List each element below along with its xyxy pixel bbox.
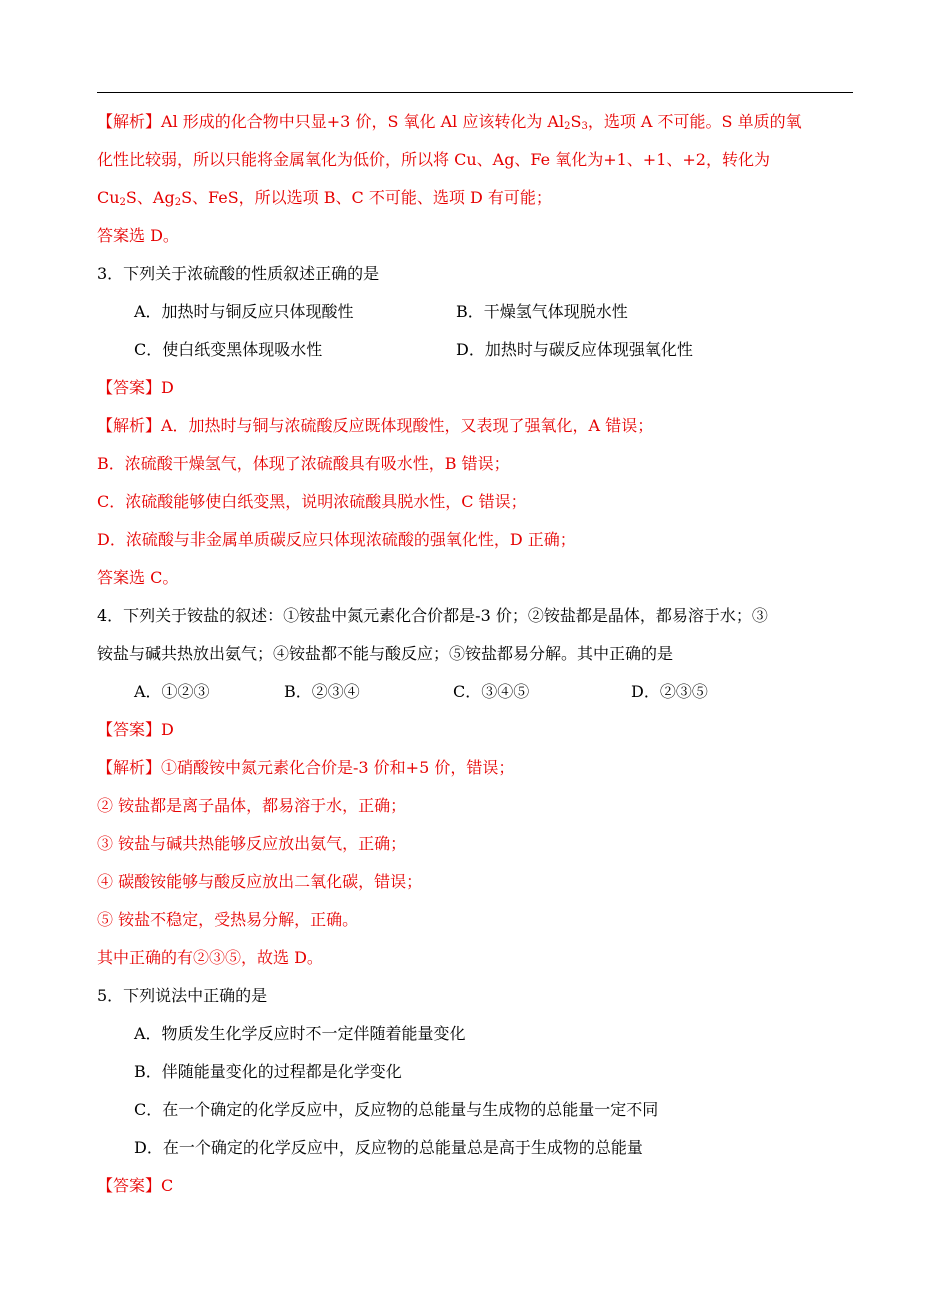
- q3-options-row-1: [97, 293, 857, 331]
- q3-explanation-4: D．浓硫酸与非金属单质碳反应只体现浓硫酸的强氧化性，D 正确；: [97, 530, 576, 549]
- q4-option-d: D．②③⑤: [631, 682, 708, 701]
- q4-explanation-4: ④ 碳酸铵能够与酸反应放出二氧化碳，错误；: [97, 872, 423, 891]
- q4-answer: 【答案】D: [97, 720, 174, 739]
- q2-explanation-line-2: 化性比较弱，所以只能将金属氧化为低价，所以将 Cu、Ag、Fe 氧化为+1、+1、+2，转化为: [97, 150, 770, 169]
- q5-option-c: C．在一个确定的化学反应中，反应物的总能量与生成物的总能量一定不同: [134, 1100, 659, 1119]
- q3-explanation-1: 【解析】A．加热时与铜与浓硫酸反应既体现酸性，又表现了强氧化，A 错误；: [97, 416, 654, 435]
- q3-option-c: C．使白纸变黑体现吸水性: [134, 340, 323, 359]
- q4-explanation-6: 其中正确的有②③⑤，故选 D。: [97, 948, 323, 967]
- q5-option-a: A．物质发生化学反应时不一定伴随着能量变化: [134, 1024, 466, 1043]
- q4-explanation-2: ② 铵盐都是离子晶体，都易溶于水，正确；: [97, 796, 407, 815]
- q3-stem: 3．下列关于浓硫酸的性质叙述正确的是: [97, 264, 380, 283]
- header-rule: [97, 92, 853, 93]
- q3-option-b: B．干燥氢气体现脱水性: [456, 302, 628, 321]
- q3-options-row-2: [97, 331, 857, 369]
- q4-explanation-1: 【解析】①硝酸铵中氮元素化合价是-3 价和+5 价，错误；: [97, 758, 515, 777]
- q3-explanation-2: B．浓硫酸干燥氢气，体现了浓硫酸具有吸水性，B 错误；: [97, 454, 510, 473]
- q4-options-row: [97, 673, 857, 711]
- q4-explanation-5: ⑤ 铵盐不稳定，受热易分解，正确。: [97, 910, 359, 929]
- q3-answer: 【答案】D: [97, 378, 174, 397]
- q4-stem-line-2: 铵盐与碱共热放出氨气；④铵盐都不能与酸反应；⑤铵盐都易分解。其中正确的是: [97, 644, 674, 663]
- q3-option-a: A．加热时与铜反应只体现酸性: [134, 302, 354, 321]
- q5-stem: 5．下列说法中正确的是: [97, 986, 268, 1005]
- document-body: [97, 103, 857, 1205]
- q5-answer: 【答案】C: [97, 1176, 174, 1195]
- q4-explanation-3: ③ 铵盐与碱共热能够反应放出氨气，正确；: [97, 834, 407, 853]
- q4-option-c: C．③④⑤: [453, 682, 530, 701]
- q4-option-b: B．②③④: [284, 682, 360, 701]
- q2-answer-conclusion: 答案选 D。: [97, 226, 179, 245]
- q3-option-d: D．加热时与碳反应体现强氧化性: [456, 340, 693, 359]
- q3-explanation-5: 答案选 C。: [97, 568, 179, 587]
- q5-option-b: B．伴随能量变化的过程都是化学变化: [134, 1062, 402, 1081]
- q3-explanation-3: C．浓硫酸能够使白纸变黑，说明浓硫酸具脱水性，C 错误；: [97, 492, 527, 511]
- q4-stem-line-1: 4．下列关于铵盐的叙述：①铵盐中氮元素化合价都是-3 价；②铵盐都是晶体，都易溶于水；③: [97, 606, 768, 625]
- q5-option-d: D．在一个确定的化学反应中，反应物的总能量总是高于生成物的总能量: [134, 1138, 643, 1157]
- q4-option-a: A．①②③: [134, 682, 210, 701]
- q2-explanation-line-1: 【解析】Al 形成的化合物中只显+3 价，S 氧化 Al 应该转化为 $Al_2S_3$，选项 A 不可能。S 单质的氧: [97, 112, 802, 132]
- q2-explanation-line-3: $Cu_2S$、$Ag_2S$、FeS，所以选项 B、C 不可能、选项 D 有可能；: [97, 188, 552, 208]
